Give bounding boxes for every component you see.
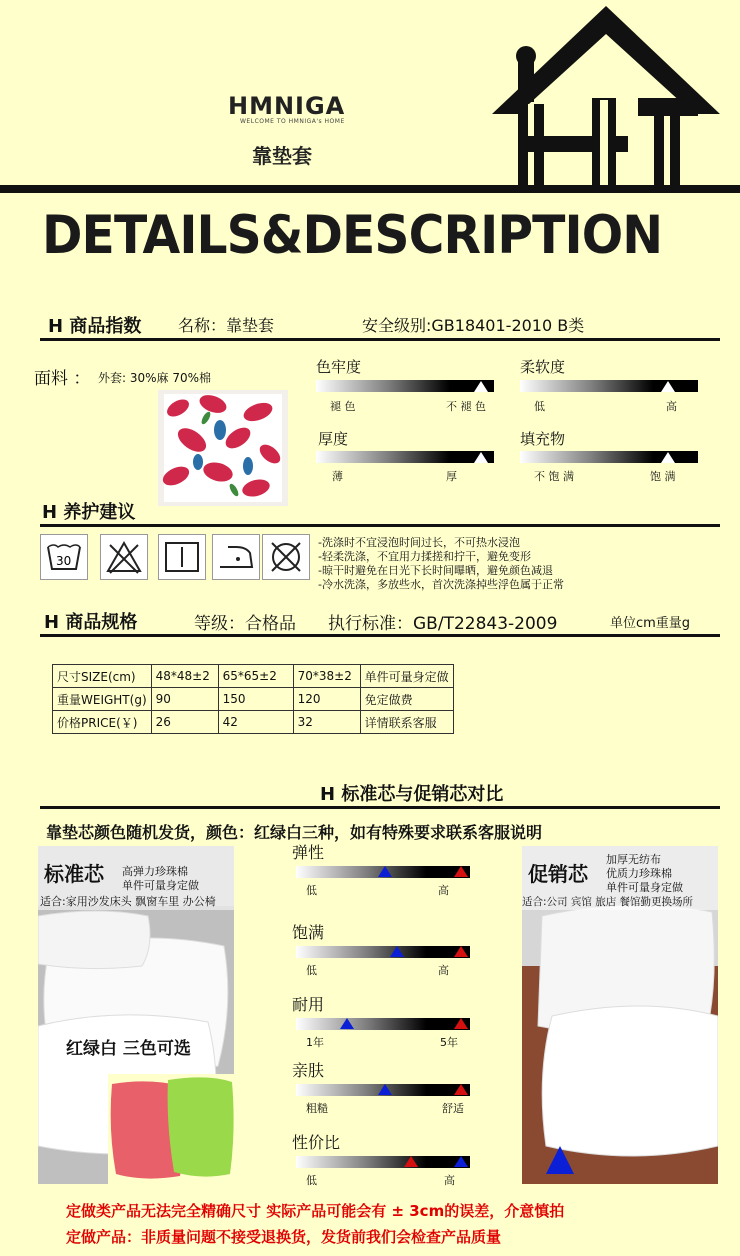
table-cell: 48*48±2	[151, 665, 218, 688]
metric-right: 高	[444, 1174, 455, 1187]
promo-suitable: 适合:公司 宾馆 旅店 餐馆勤更换场所	[522, 896, 694, 908]
section-title-spec: H 商品规格	[44, 612, 138, 633]
index-label-filling: 填充物	[520, 430, 566, 448]
metric-marker-promo	[378, 1084, 392, 1095]
table-cell: 单件可量身定做	[360, 665, 453, 688]
table-cell: 65*65±2	[218, 665, 293, 688]
colored-pillows-photo	[108, 1074, 234, 1184]
index-right-softness: 高	[666, 400, 677, 413]
index-marker-colorfast	[474, 381, 488, 392]
metric-marker-standard	[454, 1084, 468, 1095]
metric-right: 高	[438, 884, 449, 897]
metric-marker-standard	[404, 1156, 418, 1167]
index-right-thickness: 厚	[446, 470, 457, 483]
standard-desc-1: 高弹力珍珠棉	[122, 865, 188, 878]
section-title-care: H 养护建议	[42, 502, 136, 523]
footer-note-1: 定做类产品无法完全精确尺寸 实际产品可能会有 ± 3cm的误差，介意慎拍	[66, 1202, 565, 1220]
table-cell: 免定做费	[360, 688, 453, 711]
care-note: -冷水洗涤，多放些水，首次洗涤掉些浮色属于正常	[318, 578, 564, 591]
standard-desc-2: 单件可量身定做	[122, 879, 199, 892]
index-left-filling: 不 饱 满	[534, 470, 574, 483]
cushion-cover-photo	[158, 390, 288, 506]
metric-left: 粗糙	[306, 1102, 328, 1115]
metric-right: 5年	[440, 1036, 458, 1049]
brand-tagline: WELCOME TO HMNIGA's HOME	[240, 118, 345, 125]
metric-right: 高	[438, 964, 449, 977]
metric-label: 饱满	[292, 923, 325, 942]
table-cell: 150	[218, 688, 293, 711]
index-label-thickness: 厚度	[318, 430, 349, 448]
care-note: -晾干时避免在日光下长时间曝晒，避免颜色减退	[318, 564, 553, 577]
promo-desc-1: 加厚无纺布	[606, 853, 661, 866]
table-cell: 尺寸SIZE(cm)	[53, 665, 152, 688]
iron-icon	[212, 534, 260, 580]
index-right-colorfast: 不 褪 色	[446, 400, 486, 413]
metric-right: 舒适	[442, 1102, 464, 1115]
svg-text:30: 30	[56, 554, 72, 568]
standard: 执行标准：GB/T22843-2009	[328, 614, 558, 634]
table-cell: 26	[151, 711, 218, 734]
fabric-label: 面料 ：	[34, 369, 91, 389]
metric-left: 1年	[306, 1036, 324, 1049]
table-cell: 重量WEIGHT(g)	[53, 688, 152, 711]
metric-label: 亲肤	[292, 1061, 325, 1080]
no-dry-clean-icon	[262, 534, 310, 580]
index-marker-thickness	[474, 452, 488, 463]
no-bleach-icon	[100, 534, 148, 580]
index-marker-filling	[661, 452, 675, 463]
table-cell: 详情联系客服	[360, 711, 453, 734]
metric-bar	[296, 946, 470, 958]
table-cell: 70*38±2	[293, 665, 360, 688]
index-bar-colorfast	[316, 380, 494, 392]
metric-marker-standard	[454, 946, 468, 957]
wash-30-icon	[40, 534, 88, 580]
house-logo-icon	[488, 4, 724, 188]
promo-desc-3: 单件可量身定做	[606, 881, 683, 894]
footer-note-2: 定做产品：非质量问题不接受退换货，发货前我们会检查产品质量	[66, 1228, 502, 1246]
metric-marker-standard	[454, 866, 468, 877]
index-left-thickness: 薄	[332, 470, 343, 483]
section-title-index: H 商品指数	[48, 316, 142, 337]
metric-label: 弹性	[292, 843, 325, 862]
standard-core-title: 标准芯	[44, 862, 104, 886]
metric-marker-promo	[390, 946, 404, 957]
safety-level: 安全级别:GB18401-2010 B类	[362, 316, 585, 335]
table-cell: 120	[293, 688, 360, 711]
table-cell: 90	[151, 688, 218, 711]
metric-left: 低	[306, 884, 317, 897]
three-colors-note: 红绿白 三色可选	[66, 1039, 191, 1059]
care-note: -洗涤时不宜浸泡时间过长，不可热水浸泡	[318, 536, 520, 549]
index-label-softness: 柔软度	[520, 358, 566, 376]
metric-bar	[296, 1018, 470, 1030]
hero-title: DETAILS&DESCRIPTION	[42, 205, 663, 266]
tumble-dry-icon	[158, 534, 206, 580]
brand-logo: HMNIGA	[228, 92, 346, 120]
index-right-filling: 饱 满	[650, 470, 676, 483]
metric-label: 耐用	[292, 995, 325, 1014]
metric-left: 低	[306, 964, 317, 977]
table-cell: 价格PRICE(￥)	[53, 711, 152, 734]
table-row	[53, 688, 454, 711]
metric-marker-standard	[454, 1018, 468, 1029]
color-random-note: 靠垫芯颜色随机发货，颜色：红绿白三种，如有特殊要求联系客服说明	[46, 823, 543, 842]
section-divider	[40, 338, 720, 341]
header-divider	[0, 185, 740, 193]
index-marker-softness	[661, 381, 675, 392]
spec-table	[52, 664, 454, 734]
section-divider	[40, 524, 720, 527]
metric-marker-promo	[378, 866, 392, 877]
section-divider	[40, 806, 720, 809]
table-row	[53, 711, 454, 734]
section-divider	[40, 634, 720, 637]
brand-cn: 靠垫套	[252, 144, 312, 168]
table-cell: 42	[218, 711, 293, 734]
metric-left: 低	[306, 1174, 317, 1187]
promo-desc-2: 优质力珍珠棉	[606, 867, 672, 880]
index-bar-thickness	[316, 451, 494, 463]
metric-marker-promo	[454, 1156, 468, 1167]
table-row	[53, 665, 454, 688]
metric-label: 性价比	[292, 1133, 341, 1152]
grade: 等级：合格品	[194, 614, 296, 634]
promo-core-title: 促销芯	[528, 862, 588, 886]
index-label-colorfast: 色牢度	[316, 358, 362, 376]
section-title-compare: H 标准芯与促销芯对比	[320, 784, 504, 805]
metric-marker-promo	[340, 1018, 354, 1029]
fabric-value: 外套: 30%麻 70%棉	[98, 371, 212, 385]
table-cell: 32	[293, 711, 360, 734]
product-name: 名称：靠垫套	[178, 316, 275, 335]
standard-suitable: 适合:家用沙发床头 飘窗车里 办公椅	[40, 895, 216, 908]
unit-note: 单位cm重量g	[610, 616, 691, 631]
care-note: -轻柔洗涤，不宜用力揉搓和拧干，避免变形	[318, 550, 531, 563]
index-left-colorfast: 褪 色	[330, 400, 356, 413]
metric-bar	[296, 1156, 470, 1168]
index-left-softness: 低	[534, 400, 545, 413]
